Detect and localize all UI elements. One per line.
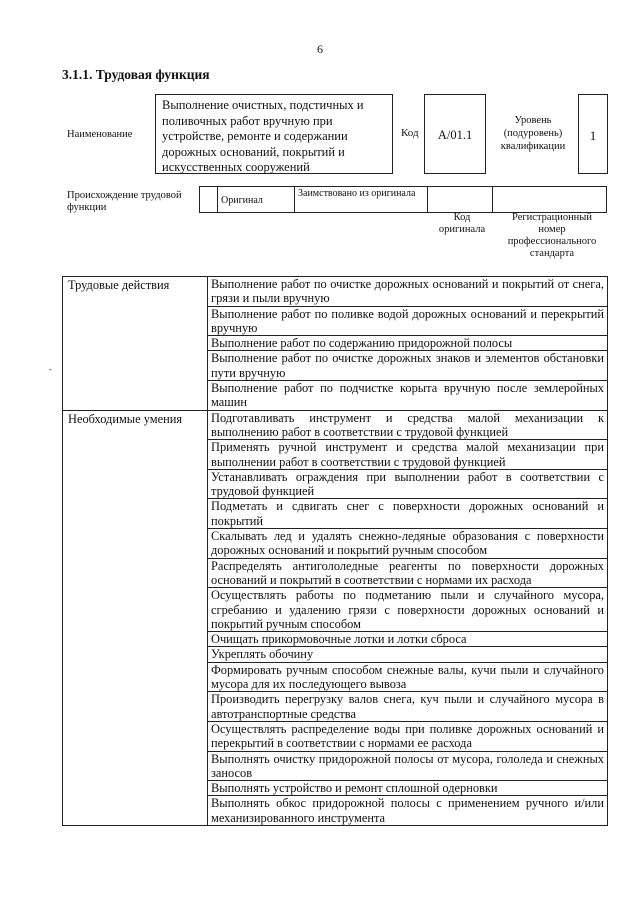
table-cell: Распределять антигололедные реагенты по поверхности дорожных оснований и покрытий в соответствии с нормами их расхода	[208, 558, 608, 588]
origin-row	[199, 186, 607, 213]
margin-dot: -	[49, 365, 52, 374]
function-name-box: Выполнение очистных, подстичных и поливочных работ вручную при устройстве, ремонте и содержании дорожных оснований, покрытий и искусственных сооружений	[155, 94, 393, 174]
table-cell: Подметать и сдвигать снег с поверхности дорожных оснований и покрытий	[208, 499, 608, 529]
table-cell: Осуществлять работы по подметанию пыли и случайного мусора, сгребанию и удалению грязи с поверхности дорожных оснований и покрытий ручным способом	[208, 588, 608, 632]
function-code-box: A/01.1	[424, 94, 486, 174]
origin-borrowed-cell: Заимствовано из оригинала	[295, 186, 428, 213]
origin-code-cell	[428, 186, 493, 213]
section-title: 3.1.1. Трудовая функция	[62, 67, 210, 82]
code-original-caption: Код оригинала	[438, 212, 486, 235]
table-cell: Выполнение работ по очистке дорожных знаков и элементов обстановки пути вручную	[208, 351, 608, 381]
table-cell: Выполнение работ по поливке водой дорожных оснований и перекрытий вручную	[208, 306, 608, 336]
origin-label: Происхождение трудовой функции	[67, 190, 182, 213]
table-cell: Выполнение работ по содержанию придорожной полосы	[208, 336, 608, 351]
table-cell: Выполнение работ по очистке дорожных оснований и покрытий от снега, грязи и пыли вручную	[208, 277, 608, 307]
table-row	[63, 277, 608, 307]
function-table	[62, 276, 608, 826]
table-cell: Выполнять устройство и ремонт сплошной одерновки	[208, 781, 608, 796]
table-cell: Подготавливать инструмент и средства малой механизации к выполнению работ в соответствии с трудовой функцией	[208, 410, 608, 440]
qualification-level-label: Уровень (подуровень) квалификации	[500, 115, 566, 152]
table-cell: Применять ручной инструмент и средства малой механизации при выполнении работ в соответствии с трудовой функцией	[208, 440, 608, 470]
reg-number-caption: Регистрационный номер профессионального стандарта	[507, 212, 597, 259]
qualification-level-box: 1	[578, 94, 608, 174]
table-cell: Очищать прикормовочные лотки и лотки сброса	[208, 632, 608, 647]
name-label: Наименование	[67, 129, 133, 140]
table-cell: Осуществлять распределение воды при поливке дорожных оснований и перекрытий в соответствии с нормами ее расхода	[208, 721, 608, 751]
code-label: Код	[401, 127, 419, 139]
origin-original-cell: Оригинал	[218, 186, 295, 213]
table-cell: Формировать ручным способом снежные валы, кучи пыли и случайного мусора для их последующего вывоза	[208, 662, 608, 692]
origin-marker-cell	[199, 186, 218, 213]
table-row	[63, 410, 608, 440]
labor-actions-label: Трудовые действия	[63, 277, 208, 411]
table-cell: Выполнение работ по подчистке корыта вручную после землеройных машин	[208, 381, 608, 411]
table-cell: Укреплять обочину	[208, 647, 608, 662]
skills-label: Необходимые умения	[63, 410, 208, 825]
table-cell: Устанавливать ограждения при выполнении работ в соответствии с трудовой функцией	[208, 469, 608, 499]
table-cell: Выполнять очистку придорожной полосы от мусора, гололеда и снежных заносов	[208, 751, 608, 781]
table-cell: Скалывать лед и удалять снежно-ледяные образования с поверхности дорожных оснований и покрытий ручным способом	[208, 529, 608, 559]
origin-regnum-cell	[493, 186, 607, 213]
table-cell: Производить перегрузку валов снега, куч пыли и случайного мусора в автотранспортные средства	[208, 692, 608, 722]
page-number: 6	[317, 42, 323, 56]
table-cell: Выполнять обкос придорожной полосы с применением ручного и/или механизированного инструмента	[208, 796, 608, 826]
